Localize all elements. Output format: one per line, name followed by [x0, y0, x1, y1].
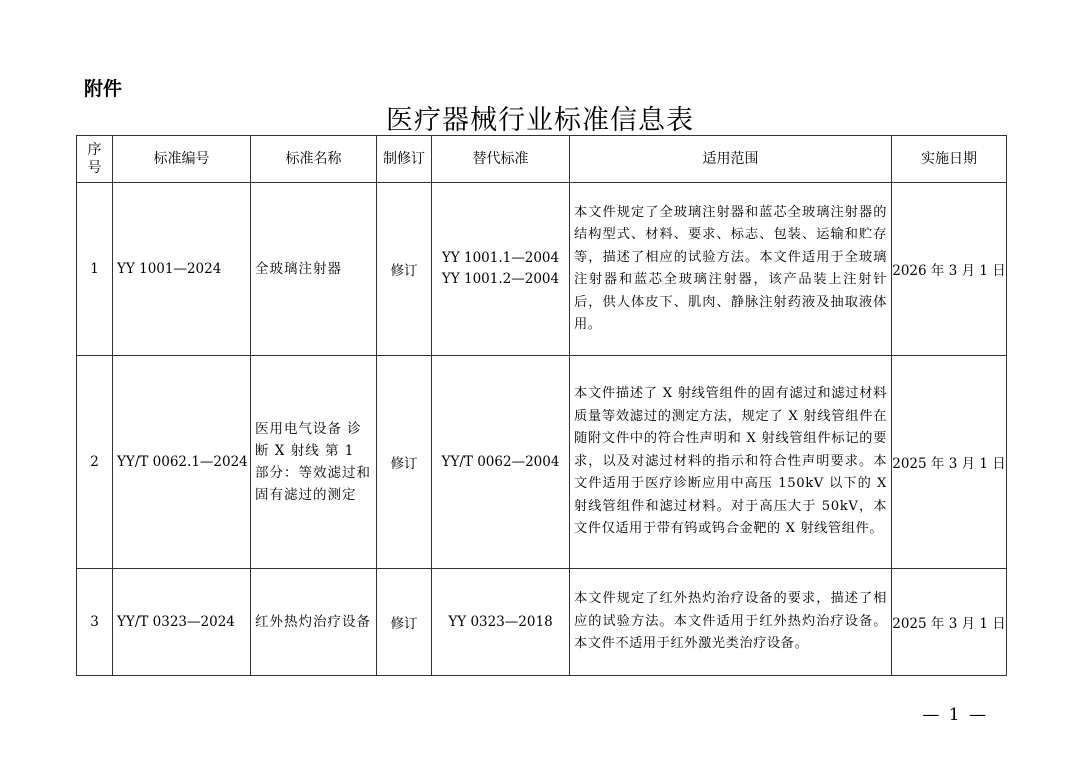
row-revision: 修订: [377, 569, 432, 676]
table-header-row: [77, 136, 1007, 183]
row-name: 红外热灼治疗设备: [251, 569, 377, 676]
row-seq: 3: [77, 569, 113, 676]
standards-table: [76, 135, 1007, 676]
table-row: [77, 569, 1007, 676]
row-name: 全玻璃注射器: [251, 183, 377, 356]
header-scope: 适用范围: [570, 136, 892, 183]
row-name: 医用电气设备 诊断 X 射线 第 1 部分：等效滤过和固有滤过的测定: [251, 356, 377, 569]
replaces-item: YY/T 0062—2004: [441, 453, 560, 470]
row-date: 2026 年 3 月 1 日: [892, 183, 1007, 356]
row-scope: 本文件规定了全玻璃注射器和蓝芯全玻璃注射器的结构型式、材料、要求、标志、包装、运输和贮存等，描述了相应的试验方法。本文件适用于全玻璃注射器和蓝芯全玻璃注射器，该产品装上注射针后，供人体皮下、肌肉、静脉注射药液及抽取液体用。: [570, 183, 892, 356]
replaces-item: YY 0323—2018: [448, 613, 553, 630]
header-name: 标准名称: [251, 136, 377, 183]
row-scope: 本文件规定了红外热灼治疗设备的要求，描述了相应的试验方法。本文件适用于红外热灼治疗设备。本文件不适用于红外激光类治疗设备。: [570, 569, 892, 676]
page-title: 医疗器械行业标准信息表: [386, 105, 694, 136]
table-row: [77, 183, 1007, 356]
row-revision: 修订: [377, 356, 432, 569]
row-seq: 1: [77, 183, 113, 356]
header-revision: 制修订: [377, 136, 432, 183]
replaces-item: YY 1001.1—2004: [441, 250, 560, 266]
row-code: YY/T 0323—2024: [113, 569, 251, 676]
row-date: 2025 年 3 月 1 日: [892, 356, 1007, 569]
header-code: 标准编号: [113, 136, 251, 183]
header-date: 实施日期: [892, 136, 1007, 183]
row-replaces: [432, 183, 570, 356]
row-revision: 修订: [377, 183, 432, 356]
row-seq: 2: [77, 356, 113, 569]
page-number: — 1 —: [922, 705, 988, 725]
header-replaces: 替代标准: [432, 136, 570, 183]
row-date: 2025 年 3 月 1 日: [892, 569, 1007, 676]
attachment-label: 附件: [84, 78, 123, 100]
row-replaces: [432, 356, 570, 569]
row-code: YY/T 0062.1—2024: [113, 356, 251, 569]
row-replaces: [432, 569, 570, 676]
row-scope: 本文件描述了 X 射线管组件的固有滤过和滤过材料质量等效滤过的测定方法，规定了 X 射线管组件在随附文件中的符合性声明和 X 射线管组件标记的要求，以及对滤过材料的指示和符合性声明要求。本文件适用于医疗诊断应用中高压 150kV 以下的 X 射线管组件和滤过材料。对于高压大于 50kV，本文件仅适用于带有钨或钨合金靶的 X 射线管组件。: [570, 356, 892, 569]
table-row: [77, 356, 1007, 569]
header-seq: 序号: [77, 136, 113, 183]
replaces-item: YY 1001.2—2004: [441, 271, 560, 287]
row-code: YY 1001—2024: [113, 183, 251, 356]
